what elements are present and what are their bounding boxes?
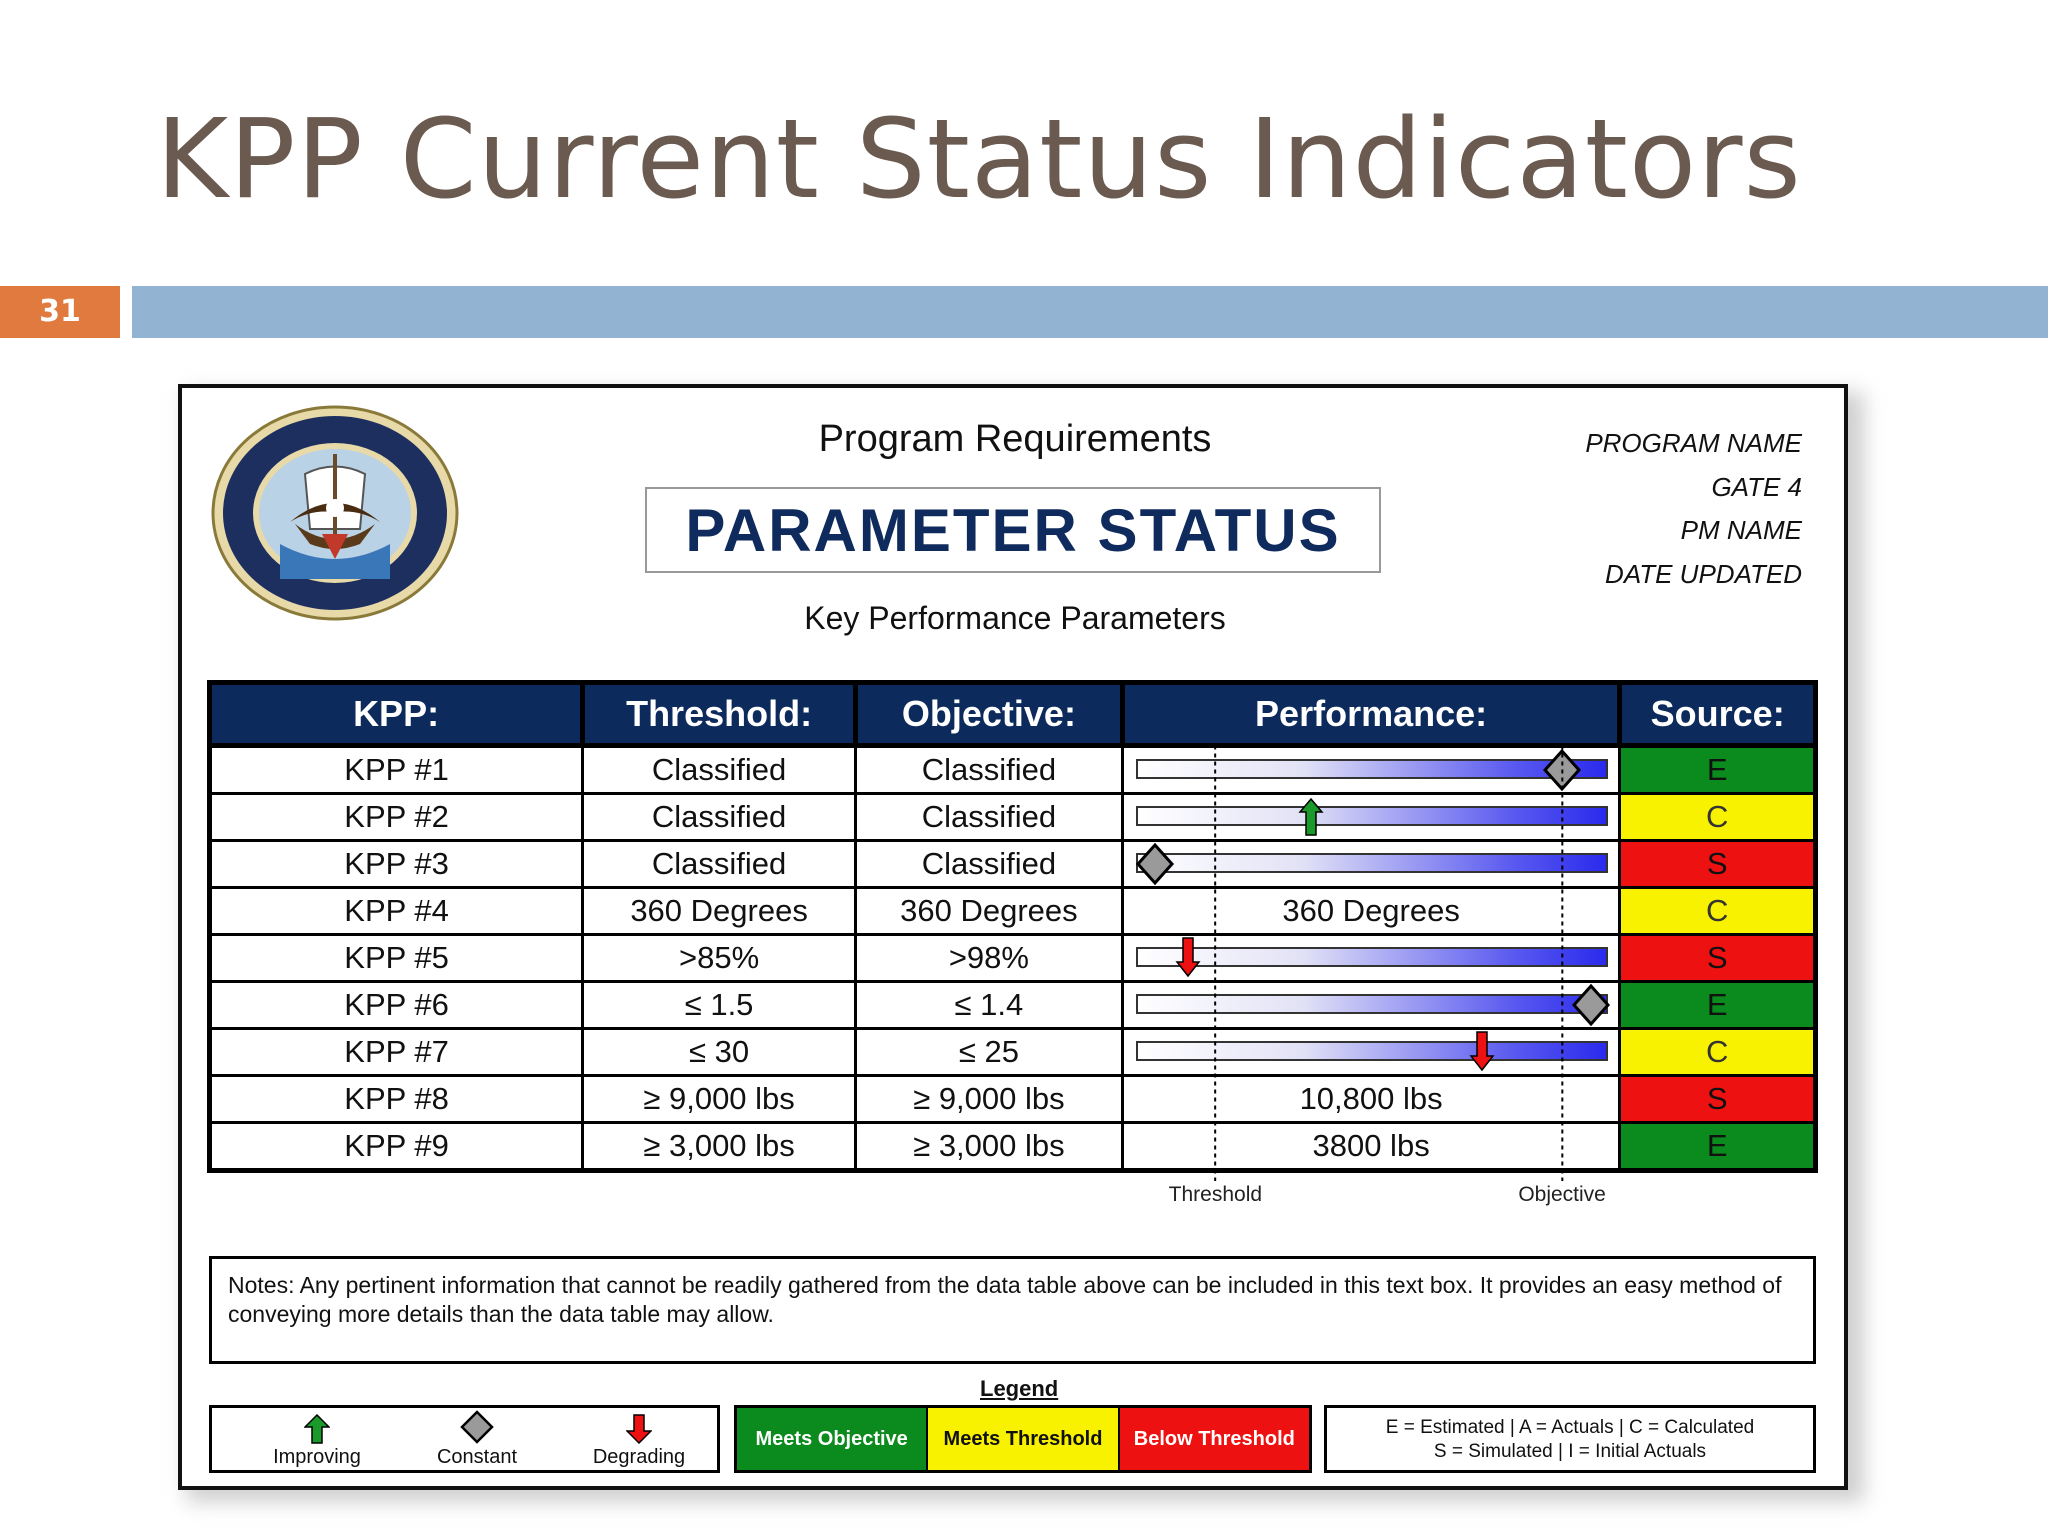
table-row	[210, 1029, 1816, 1076]
legend-constant	[402, 1408, 552, 1470]
cell-threshold: ≤ 1.5	[583, 982, 856, 1029]
table-row	[210, 746, 1816, 794]
cell-source: E	[1620, 1123, 1816, 1171]
table-row	[210, 888, 1816, 935]
legend-source-key	[1324, 1405, 1816, 1473]
cell-source: S	[1620, 841, 1816, 888]
kpp-status-table	[207, 680, 1818, 1173]
pm-name: PM NAME	[1680, 515, 1802, 545]
legend-source-line-1: E = Estimated | A = Actuals | C = Calculated	[1385, 1417, 1755, 1438]
cell-objective: 360 Degrees	[856, 888, 1123, 935]
table-row	[210, 1076, 1816, 1123]
page-number: 31	[0, 286, 120, 338]
performance-bar	[1136, 853, 1609, 873]
cell-kpp: KPP #9	[210, 1123, 583, 1171]
cell-objective: ≥ 9,000 lbs	[856, 1076, 1123, 1123]
cell-threshold: ≥ 3,000 lbs	[583, 1123, 856, 1171]
constant-diamond-icon	[1542, 748, 1582, 792]
diamond-icon	[460, 1410, 494, 1444]
improving-arrow-icon	[1291, 795, 1331, 839]
legend-meets-threshold: Meets Threshold	[926, 1408, 1119, 1470]
cell-objective: Classified	[856, 841, 1123, 888]
cell-performance	[1122, 794, 1620, 841]
table-row	[210, 982, 1816, 1029]
title-divider-bar	[132, 286, 2048, 338]
cell-performance	[1122, 746, 1620, 794]
constant-diamond-icon	[1571, 983, 1611, 1027]
legend-degrading-label: Degrading	[592, 1446, 686, 1468]
cell-kpp: KPP #4	[210, 888, 583, 935]
cell-performance: 10,800 lbs	[1122, 1076, 1620, 1123]
cell-performance	[1122, 935, 1620, 982]
cell-kpp: KPP #7	[210, 1029, 583, 1076]
header-kpp: KPP:	[210, 683, 583, 746]
key-performance-parameters-subtitle: Key Performance Parameters	[804, 600, 1226, 636]
legend-title: Legend	[980, 1376, 1059, 1401]
header-performance: Performance:	[1122, 683, 1620, 746]
program-name: PROGRAM NAME	[1585, 428, 1802, 458]
cell-source: C	[1620, 1029, 1816, 1076]
legend-meets-objective: Meets Objective	[737, 1408, 926, 1470]
cell-threshold: Classified	[583, 794, 856, 841]
cell-source: S	[1620, 1076, 1816, 1123]
cell-kpp: KPP #5	[210, 935, 583, 982]
cell-threshold: ≤ 30	[583, 1029, 856, 1076]
performance-bar	[1136, 806, 1609, 826]
program-requirements-heading: Program Requirements	[818, 418, 1212, 460]
cell-performance: 3800 lbs	[1122, 1123, 1620, 1171]
cell-objective: Classified	[856, 746, 1123, 794]
legend-status-colors	[734, 1405, 1312, 1473]
cell-objective: ≤ 1.4	[856, 982, 1123, 1029]
objective-axis-label: Objective	[1518, 1183, 1606, 1206]
cell-threshold: 360 Degrees	[583, 888, 856, 935]
cell-source: C	[1620, 794, 1816, 841]
table-row	[210, 935, 1816, 982]
header-source: Source:	[1620, 683, 1816, 746]
cell-objective: ≥ 3,000 lbs	[856, 1123, 1123, 1171]
table-row	[210, 841, 1816, 888]
cell-threshold: >85%	[583, 935, 856, 982]
date-updated: DATE UPDATED	[1605, 559, 1802, 589]
header-threshold: Threshold:	[583, 683, 856, 746]
cell-kpp: KPP #1	[210, 746, 583, 794]
cell-source: E	[1620, 746, 1816, 794]
cell-source: E	[1620, 982, 1816, 1029]
cell-threshold: Classified	[583, 841, 856, 888]
performance-bar	[1136, 759, 1609, 779]
slide-title: KPP Current Status Indicators	[156, 95, 1802, 223]
gate-label: GATE 4	[1711, 472, 1802, 502]
legend-degrading	[564, 1408, 714, 1470]
degrading-arrow-icon	[1168, 936, 1208, 980]
threshold-axis-label: Threshold	[1168, 1183, 1263, 1206]
table-header-row	[210, 683, 1816, 746]
cell-threshold: ≥ 9,000 lbs	[583, 1076, 856, 1123]
legend-trend-box	[209, 1405, 720, 1473]
degrading-arrow-icon	[1462, 1030, 1502, 1074]
cell-objective: Classified	[856, 794, 1123, 841]
up-arrow-icon	[304, 1414, 330, 1444]
constant-diamond-icon	[1135, 842, 1175, 886]
legend-below-threshold: Below Threshold	[1120, 1408, 1309, 1470]
cell-performance: 360 Degrees	[1122, 888, 1620, 935]
notes-box: Notes: Any pertinent information that cannot be readily gathered from the data table above can be included in this text box. It provides an easy method of conveying more details than the data table may allow.	[209, 1256, 1816, 1364]
table-row	[210, 1123, 1816, 1171]
cell-source: S	[1620, 935, 1816, 982]
performance-bar	[1136, 994, 1609, 1014]
parameter-status-title: PARAMETER STATUS	[645, 487, 1381, 573]
performance-bar	[1136, 1041, 1609, 1061]
legend-source-line-2: S = Simulated | I = Initial Actuals	[1433, 1441, 1707, 1462]
legend-constant-label: Constant	[436, 1446, 518, 1468]
cell-performance	[1122, 1029, 1620, 1076]
cell-kpp: KPP #2	[210, 794, 583, 841]
table-row	[210, 794, 1816, 841]
header-objective: Objective:	[856, 683, 1123, 746]
down-arrow-icon	[626, 1414, 652, 1444]
cell-kpp: KPP #8	[210, 1076, 583, 1123]
cell-threshold: Classified	[583, 746, 856, 794]
cell-kpp: KPP #6	[210, 982, 583, 1029]
cell-objective: >98%	[856, 935, 1123, 982]
cell-objective: ≤ 25	[856, 1029, 1123, 1076]
navy-seal-icon	[210, 404, 460, 622]
legend-improving-label: Improving	[273, 1446, 361, 1468]
cell-source: C	[1620, 888, 1816, 935]
cell-performance	[1122, 982, 1620, 1029]
cell-kpp: KPP #3	[210, 841, 583, 888]
legend-improving	[242, 1408, 392, 1470]
cell-performance	[1122, 841, 1620, 888]
